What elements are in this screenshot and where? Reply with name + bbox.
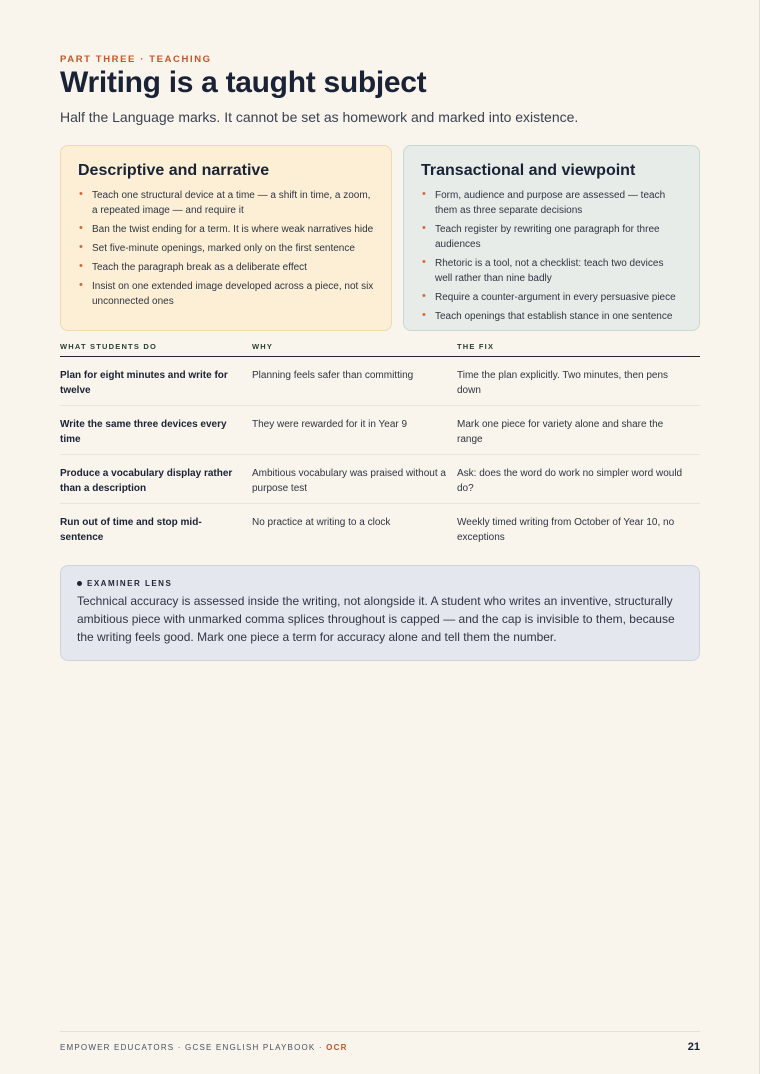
- page-footer: [60, 1031, 700, 1062]
- card-list: [421, 188, 683, 324]
- bullet-icon: •: [422, 309, 426, 321]
- list-item: • Form, audience and purpose are assessed — teach them as three separate decisions: [422, 188, 666, 216]
- list-item: • Teach the paragraph break as a deliberate effect: [79, 260, 307, 273]
- card-transactional-viewpoint: [403, 145, 700, 331]
- bullet-icon: •: [79, 222, 83, 234]
- list-item: • Teach one structural device at a time — a shift in time, a zoom, a repeated image — and require it: [79, 188, 371, 216]
- column-header: THE FIX: [457, 342, 495, 351]
- table-cell: Produce a vocabulary display rather than a description: [60, 468, 233, 494]
- table-row: [60, 455, 700, 504]
- table-row: [60, 357, 700, 406]
- card-title: Descriptive and narrative: [78, 162, 270, 179]
- card-list: [78, 188, 375, 309]
- table-cell: Ask: does the word do work no simpler word would do?: [457, 468, 683, 494]
- table-header: [60, 340, 700, 357]
- card-descriptive-narrative: [60, 145, 392, 331]
- column-header: WHY: [252, 342, 274, 351]
- list-item: • Insist on one extended image developed across a piece, not six unconnected ones: [79, 279, 374, 307]
- bullet-icon: •: [422, 290, 426, 302]
- bullet-icon: •: [79, 241, 83, 253]
- callout-text: Technical accuracy is assessed inside the writing, not alongside it. A student who writes an inventive, structurally ambitious piece with unmarked comma splices throughout is capped — and the cap is invisible to them, because the writing feels good. Mark one piece a term for accuracy alone and tell them the number.: [77, 594, 675, 644]
- card-title: Transactional and viewpoint: [421, 162, 636, 179]
- table-cell: Plan for eight minutes and write for twelve: [60, 370, 228, 396]
- table-cell: They were rewarded for it in Year 9: [252, 419, 408, 430]
- bullet-icon: •: [422, 188, 426, 200]
- footer-board: OCR: [326, 1042, 348, 1052]
- table-row: [60, 504, 700, 553]
- table-cell: Ambitious vocabulary was praised without a purpose test: [252, 468, 446, 494]
- table-cell: Planning feels safer than committing: [252, 370, 414, 381]
- examiner-lens-callout: [60, 565, 700, 661]
- page-title: Writing is a taught subject: [60, 66, 427, 99]
- list-item: • Ban the twist ending for a term. It is where weak narratives hide: [79, 222, 374, 235]
- column-header: WHAT STUDENTS DO: [60, 342, 157, 351]
- page-subtitle: Half the Language marks. It cannot be set as homework and marked into existence.: [60, 109, 579, 125]
- fix-table: [60, 340, 700, 553]
- list-item: • Teach register by rewriting one paragraph for three audiences: [422, 222, 660, 250]
- page-number: 21: [687, 1041, 700, 1053]
- page: [60, 0, 700, 1074]
- list-item: • Require a counter-argument in every persuasive piece: [422, 290, 676, 303]
- list-item: • Teach openings that establish stance in one sentence: [422, 309, 673, 322]
- bullet-icon: •: [79, 260, 83, 272]
- bullet-icon: •: [79, 279, 83, 291]
- bullet-icon: •: [79, 188, 83, 200]
- section-eyebrow: PART THREE · TEACHING: [60, 54, 212, 65]
- bullet-icon: •: [422, 256, 426, 268]
- list-item: • Set five-minute openings, marked only on the first sentence: [79, 241, 355, 254]
- table-cell: No practice at writing to a clock: [252, 517, 391, 528]
- footer-credit: EMPOWER EDUCATORS · GCSE ENGLISH PLAYBOOK · OCR: [60, 1042, 348, 1052]
- table-row: [60, 406, 700, 455]
- callout-label: EXAMINER LENS: [77, 579, 683, 588]
- table-cell: Weekly timed writing from October of Year 10, no exceptions: [457, 517, 675, 543]
- table-cell: Write the same three devices every time: [60, 419, 227, 445]
- bullet-icon: •: [422, 222, 426, 234]
- table-cell: Run out of time and stop mid-sentence: [60, 517, 202, 543]
- table-cell: Mark one piece for variety alone and share the range: [457, 419, 664, 445]
- dot-icon: [77, 581, 82, 586]
- list-item: • Rhetoric is a tool, not a checklist: teach two devices well rather than nine badly: [422, 256, 664, 284]
- table-cell: Time the plan explicitly. Two minutes, then pens down: [457, 370, 669, 396]
